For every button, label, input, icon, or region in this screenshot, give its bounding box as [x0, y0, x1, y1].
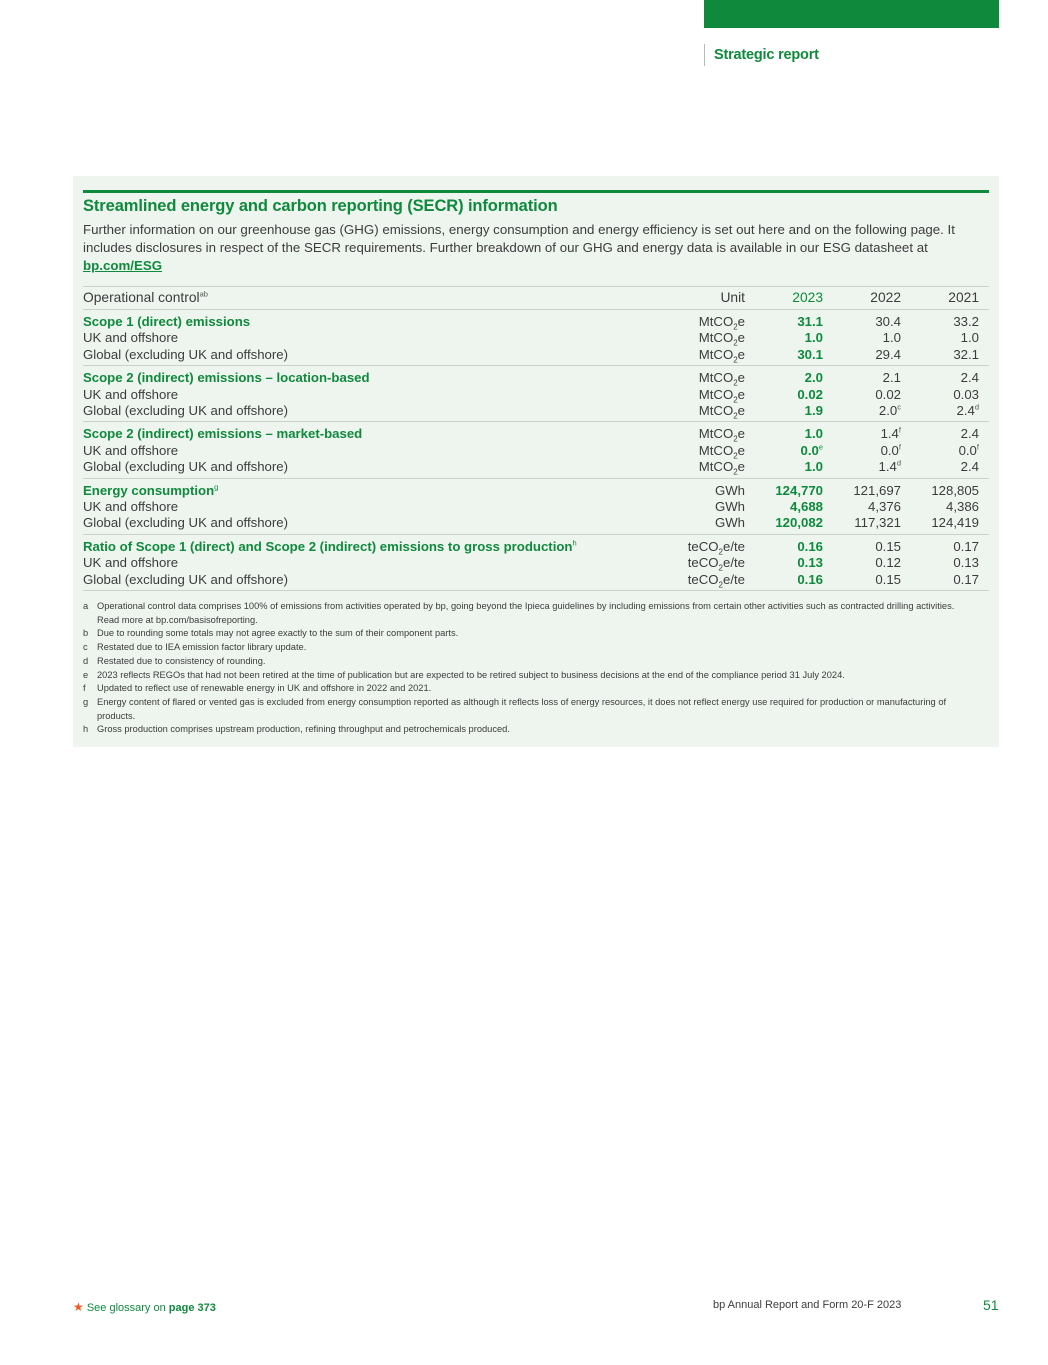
value-2022: 29.4 — [875, 346, 901, 362]
row-label: UK and offshore — [83, 386, 179, 402]
table-row — [83, 515, 989, 534]
value-2021: 33.2 — [953, 314, 979, 329]
value-2023: 1.9 — [804, 403, 823, 419]
row-unit: MtCO$_2$e — [698, 442, 745, 461]
row-label: UK and offshore — [83, 499, 179, 515]
footnote-key: c — [83, 642, 88, 653]
glossary-page-link[interactable]: page 373 — [168, 1302, 216, 1314]
table-row — [83, 366, 989, 387]
row-label: UK and offshore — [83, 555, 179, 571]
row-label: Energy consumption$^g$ — [83, 482, 219, 498]
table-row — [83, 422, 989, 443]
value-2021: 0.03 — [953, 386, 979, 402]
footnote-key: e — [83, 669, 89, 680]
glossary-note — [73, 1300, 216, 1314]
header-2021: 2021 — [948, 290, 979, 305]
value-2021: 0.17 — [953, 571, 979, 587]
row-unit: MtCO$_2$e — [698, 330, 745, 349]
value-2021: 4,386 — [945, 499, 979, 515]
row-label: UK and offshore — [83, 442, 179, 458]
value-2021: 32.1 — [953, 346, 979, 362]
header-2023: 2023 — [792, 290, 823, 305]
footnote-key: a — [83, 601, 89, 611]
row-unit: teCO$_2$e/te — [687, 538, 745, 557]
star-icon: ★ — [73, 1300, 84, 1314]
row-unit: GWh — [714, 499, 745, 515]
table-row — [83, 572, 989, 591]
table-row — [83, 459, 989, 478]
value-2023: 0.16 — [797, 571, 823, 587]
row-unit: GWh — [714, 482, 745, 498]
value-2021: 0.17 — [953, 538, 979, 554]
row-label: Global (excluding UK and offshore) — [83, 346, 289, 362]
secr-table — [83, 286, 989, 591]
secr-panel — [73, 176, 999, 747]
row-label: Global (excluding UK and offshore) — [83, 515, 289, 531]
footnote-text: 2023 reflects REGOs that had not been retired at the time of publication but are expected to be retired subject to business decisions at the end of the compliance period 31 July 2024. — [97, 669, 845, 680]
value-2022: 0.15 — [875, 571, 901, 587]
footnote-text: Updated to reflect use of renewable energy in UK and offshore in 2022 and 2021. — [97, 683, 432, 694]
value-2021: 0.0$^f$ — [958, 442, 979, 458]
value-2023: 0.02 — [797, 386, 823, 402]
table-row — [83, 534, 989, 555]
value-2023: 2.0 — [804, 370, 823, 386]
footnote-ref: e — [818, 442, 823, 452]
row-unit: MtCO$_2$e — [698, 386, 745, 405]
header-operational-control: Operational control$^{ab}$ — [83, 289, 208, 305]
footnote — [83, 641, 963, 655]
value-2022: 2.1 — [882, 370, 901, 386]
value-2023: 30.1 — [797, 346, 823, 362]
footnote-key: b — [83, 628, 89, 639]
footnote-text: Due to rounding some totals may not agree exactly to the sum of their component parts. — [97, 628, 459, 639]
value-2022: 1.0 — [882, 330, 901, 346]
value-2022: 0.0$^f$ — [880, 442, 901, 458]
table-row — [83, 443, 989, 459]
footnote-key: d — [83, 655, 89, 666]
esg-link[interactable]: bp.com/ESG — [83, 258, 163, 273]
value-2021: 128,805 — [931, 482, 979, 498]
table-header-row — [83, 287, 989, 310]
value-2023: 124,770 — [775, 482, 823, 498]
value-2023: 1.0 — [804, 426, 823, 442]
footnote — [83, 696, 963, 723]
value-2023: 1.0 — [804, 459, 823, 475]
row-label: Scope 1 (direct) emissions — [83, 314, 251, 329]
row-label: Global (excluding UK and offshore) — [83, 403, 289, 419]
value-2021: 1.0 — [960, 330, 979, 346]
row-unit: GWh — [714, 515, 745, 531]
value-2023: 1.0 — [804, 330, 823, 346]
value-2023: 0.0e — [800, 442, 823, 458]
panel-intro — [83, 221, 983, 275]
footnote — [83, 600, 963, 627]
value-2021: 2.4 — [960, 459, 979, 475]
table-row — [83, 330, 989, 346]
footnote — [83, 669, 963, 683]
value-2023: 0.13 — [797, 555, 823, 571]
panel-rule — [83, 190, 989, 193]
footnote-ref: d — [974, 402, 979, 412]
value-2021: 2.4 — [960, 426, 979, 442]
footnote-ref: f — [898, 426, 901, 436]
footnote — [83, 655, 963, 669]
row-unit: teCO$_2$e/te — [687, 571, 745, 590]
header-unit: Unit — [720, 290, 745, 305]
footnote-ref: c — [897, 402, 901, 412]
footnote-ref: f — [976, 442, 979, 452]
value-2022: 0.15 — [875, 538, 901, 554]
value-2021: 124,419 — [931, 515, 979, 531]
table-row — [83, 555, 989, 571]
footnote-key: h — [83, 724, 89, 735]
value-2023: 4,688 — [789, 499, 823, 515]
value-2022: 0.02 — [875, 386, 901, 402]
row-label: UK and offshore — [83, 330, 179, 346]
row-unit: teCO$_2$e/te — [687, 555, 745, 573]
row-unit: MtCO$_2$e — [698, 459, 745, 477]
footnote — [83, 723, 963, 737]
row-label: Ratio of Scope 1 (direct) and Scope 2 (indirect) emissions to gross production$^h$ — [83, 538, 577, 554]
section-tag: Strategic report — [704, 44, 819, 66]
table-row — [83, 403, 989, 422]
table-row — [83, 310, 989, 331]
value-2021: 2.4 — [960, 370, 979, 386]
value-2021: 0.13 — [953, 555, 979, 571]
value-2021: 2.4$^d$ — [956, 402, 979, 419]
row-unit: MtCO$_2$e — [698, 426, 745, 445]
footnote-text: Energy content of flared or vented gas is excluded from energy consumption reported as although it reflects loss of energy resources, it does not reflect energy use required for production or manufacturing of products. — [97, 696, 947, 721]
footnote-key: f — [83, 683, 86, 694]
value-2022: 1.4$^f$ — [880, 426, 901, 442]
footnote-text: Restated due to IEA emission factor library update. — [97, 642, 307, 653]
header-2022: 2022 — [870, 290, 901, 305]
footnotes — [83, 600, 963, 737]
row-label: Scope 2 (indirect) emissions – location-based — [83, 370, 370, 386]
footnote-ref: g — [214, 482, 219, 492]
value-2022: 1.4$^d$ — [878, 458, 901, 475]
row-unit: MtCO$_2$e — [698, 370, 745, 388]
value-2022: 121,697 — [853, 482, 901, 498]
row-unit: MtCO$_2$e — [698, 403, 745, 421]
table-row — [83, 387, 989, 403]
glossary-text: See glossary on — [86, 1302, 166, 1314]
footnote-ref: h — [572, 538, 577, 548]
value-2023: 0.16 — [797, 538, 823, 554]
publication-title: bp Annual Report and Form 20-F 2023 — [713, 1299, 902, 1311]
page-number: 51 — [983, 1297, 999, 1313]
row-label: Global (excluding UK and offshore) — [83, 459, 289, 475]
intro-text: Further information on our greenhouse gas (GHG) emissions, energy consumption and energy efficiency is set out here and on the following page. It includes disclosures in respect of the SECR requirements. Further breakdown of our GHG and energy data is available in our ESG datasheet at — [83, 222, 955, 255]
footnote-ref: f — [898, 442, 901, 452]
table-row — [83, 499, 989, 515]
value-2022: 2.0$^c$ — [878, 402, 901, 419]
value-2023: 120,082 — [775, 515, 823, 531]
row-label: Scope 2 (indirect) emissions – market-based — [83, 426, 363, 442]
value-2022: 4,376 — [867, 499, 901, 515]
value-2022: 0.12 — [875, 555, 901, 571]
top-brand-bar — [704, 0, 999, 28]
footnote-text: Operational control data comprises 100% of emissions from activities operated by bp, going beyond the Ipieca guidelines by including emissions from certain other activities such as contracted drilling activities. Read more at bp.com/basisofreporting. — [97, 601, 955, 625]
footnote-key: g — [83, 696, 89, 707]
footnote — [83, 627, 963, 641]
footnote-ref: d — [896, 458, 901, 468]
panel-title: Streamlined energy and carbon reporting (SECR) information — [83, 197, 558, 215]
value-2022: 117,321 — [854, 515, 901, 531]
footnote-text: Gross production comprises upstream production, refining throughput and petrochemicals produced. — [97, 724, 510, 735]
table-row — [83, 478, 989, 499]
value-2023: 31.1 — [797, 314, 823, 329]
row-label: Global (excluding UK and offshore) — [83, 571, 289, 587]
row-unit: MtCO$_2$e — [698, 314, 745, 332]
table-row — [83, 347, 989, 366]
footnote — [83, 682, 963, 696]
footnote-text: Restated due to consistency of rounding. — [97, 655, 266, 666]
row-unit: MtCO$_2$e — [698, 346, 745, 365]
value-2022: 30.4 — [875, 314, 901, 329]
